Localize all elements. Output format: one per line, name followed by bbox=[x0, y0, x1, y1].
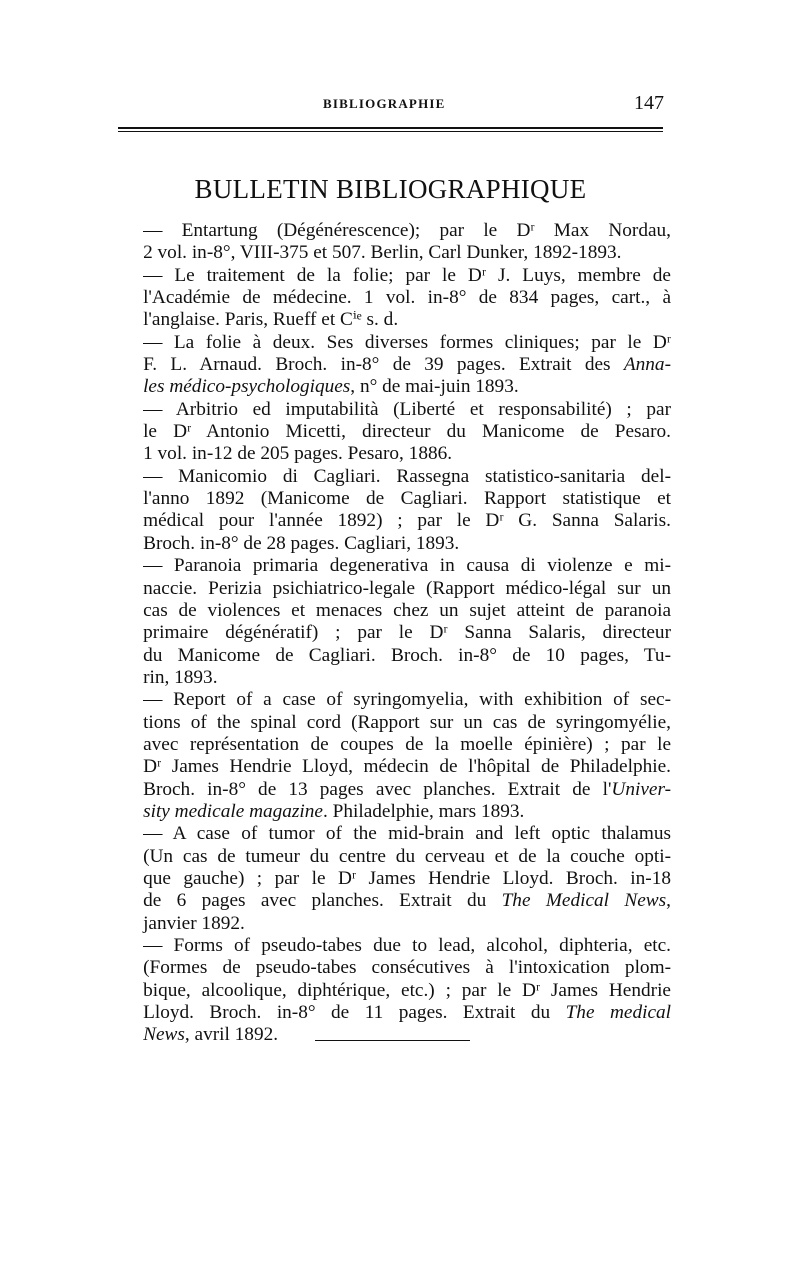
entry-line: bique, alcoolique, diphtérique, etc.) ; par le Dʳ James Hendrie bbox=[143, 979, 671, 1001]
entry-line: médical pour l'année 1892) ; par le Dʳ G. Sanna Salaris. bbox=[143, 510, 671, 532]
entry-line: (Un cas de tumeur du centre du cerveau et de la couche opti- bbox=[143, 845, 671, 867]
entry-line: News, avril 1892. bbox=[143, 1024, 279, 1046]
header-rule bbox=[118, 127, 663, 129]
entry-line: janvier 1892. bbox=[143, 912, 245, 934]
entry-line: du Manicome de Cagliari. Broch. in-8° de 10 pages, Tu- bbox=[143, 644, 671, 666]
entry-line: Broch. in-8° de 28 pages. Cagliari, 1893. bbox=[143, 532, 460, 554]
entry-line: primaire dégénératif) ; par le Dʳ Sanna Salaris, directeur bbox=[143, 622, 671, 644]
entry-line: cas de violences et menaces chez un sujet atteint de paranoia bbox=[143, 599, 671, 621]
entry-line: — La folie à deux. Ses diverses formes cliniques; par le Dʳ bbox=[143, 331, 671, 353]
entry-line: l'anglaise. Paris, Rueff et Cⁱᵉ s. d. bbox=[143, 309, 399, 331]
entry-line: l'Académie de médecine. 1 vol. in-8° de 834 pages, cart., à bbox=[143, 287, 671, 309]
entry-line: le Dʳ Antonio Micetti, directeur du Manicome de Pesaro. bbox=[143, 421, 671, 443]
entry-line: les médico-psychologiques, n° de mai-juin 1893. bbox=[143, 376, 519, 398]
entry-line: — Forms of pseudo-tabes due to lead, alcohol, diphteria, etc. bbox=[143, 935, 671, 956]
end-rule bbox=[315, 1040, 470, 1041]
entry-line: (Formes de pseudo-tabes consécutives à l'intoxication plom- bbox=[143, 957, 671, 979]
bibliography-entries bbox=[118, 220, 671, 1047]
entry-line: avec représentation de coupes de la moelle épinière) ; par le bbox=[143, 733, 671, 755]
entry-line: naccie. Perizia psichiatrico-legale (Rapport médico-légal sur un bbox=[143, 577, 671, 599]
bibliography-entry bbox=[118, 555, 671, 689]
entry-line: 2 vol. in-8°, VIII-375 et 507. Berlin, Carl Dunker, 1892-1893. bbox=[143, 242, 622, 264]
bibliography-entry bbox=[118, 265, 671, 332]
entry-line: Lloyd. Broch. in-8° de 11 pages. Extrait du The medical bbox=[143, 1002, 671, 1024]
entry-line: Broch. in-8° de 13 pages avec planches. Extrait de l'Univer- bbox=[143, 778, 671, 800]
bibliography-entry bbox=[118, 689, 671, 823]
bibliography-entry bbox=[118, 399, 671, 466]
page-number: 147 bbox=[634, 92, 664, 114]
bibliography-entry bbox=[118, 466, 671, 555]
running-title: BIBLIOGRAPHIE bbox=[323, 96, 446, 111]
bibliography-entry bbox=[118, 823, 671, 935]
entry-line: — A case of tumor of the mid-brain and left optic thalamus bbox=[143, 823, 671, 845]
entry-line: que gauche) ; par le Dʳ James Hendrie Lloyd. Broch. in-18 bbox=[143, 867, 671, 889]
bibliography-entry bbox=[118, 332, 671, 399]
entry-line: Dʳ James Hendrie Lloyd, médecin de l'hôpital de Philadelphie. bbox=[143, 756, 671, 778]
entry-line: rin, 1893. bbox=[143, 666, 218, 688]
entry-line: — Entartung (Dégénérescence); par le Dʳ Max Nordau, bbox=[143, 220, 671, 241]
entry-line: — Arbitrio ed imputabilità (Liberté et responsabilité) ; par bbox=[143, 398, 671, 420]
entry-line: — Report of a case of syringomyelia, with exhibition of sec- bbox=[143, 689, 671, 711]
entry-line: sity medicale magazine. Philadelphie, mars 1893. bbox=[143, 800, 525, 822]
running-head bbox=[118, 92, 668, 116]
entry-line: tions of the spinal cord (Rapport sur un cas de syringomyélie, bbox=[143, 711, 671, 733]
entry-line: F. L. Arnaud. Broch. in-8° de 39 pages. Extrait des Anna- bbox=[143, 354, 671, 376]
entry-line: — Manicomio di Cagliari. Rassegna statistico-sanitaria del- bbox=[143, 465, 671, 487]
entry-line: — Paranoia primaria degenerativa in causa di violenze e mi- bbox=[143, 555, 671, 577]
entry-line: 1 vol. in-12 de 205 pages. Pesaro, 1886. bbox=[143, 443, 453, 465]
entry-line: — Le traitement de la folie; par le Dʳ J. Luys, membre de bbox=[143, 264, 671, 286]
bibliography-entry bbox=[118, 220, 671, 265]
entry-line: de 6 pages avec planches. Extrait du The Medical News, bbox=[143, 890, 671, 912]
bibliography-entry bbox=[118, 935, 671, 1047]
entry-line: l'anno 1892 (Manicome de Cagliari. Rapport statistique et bbox=[143, 488, 671, 510]
header-rule-thin bbox=[118, 131, 663, 132]
section-title: BULLETIN BIBLIOGRAPHIQUE bbox=[194, 174, 587, 204]
